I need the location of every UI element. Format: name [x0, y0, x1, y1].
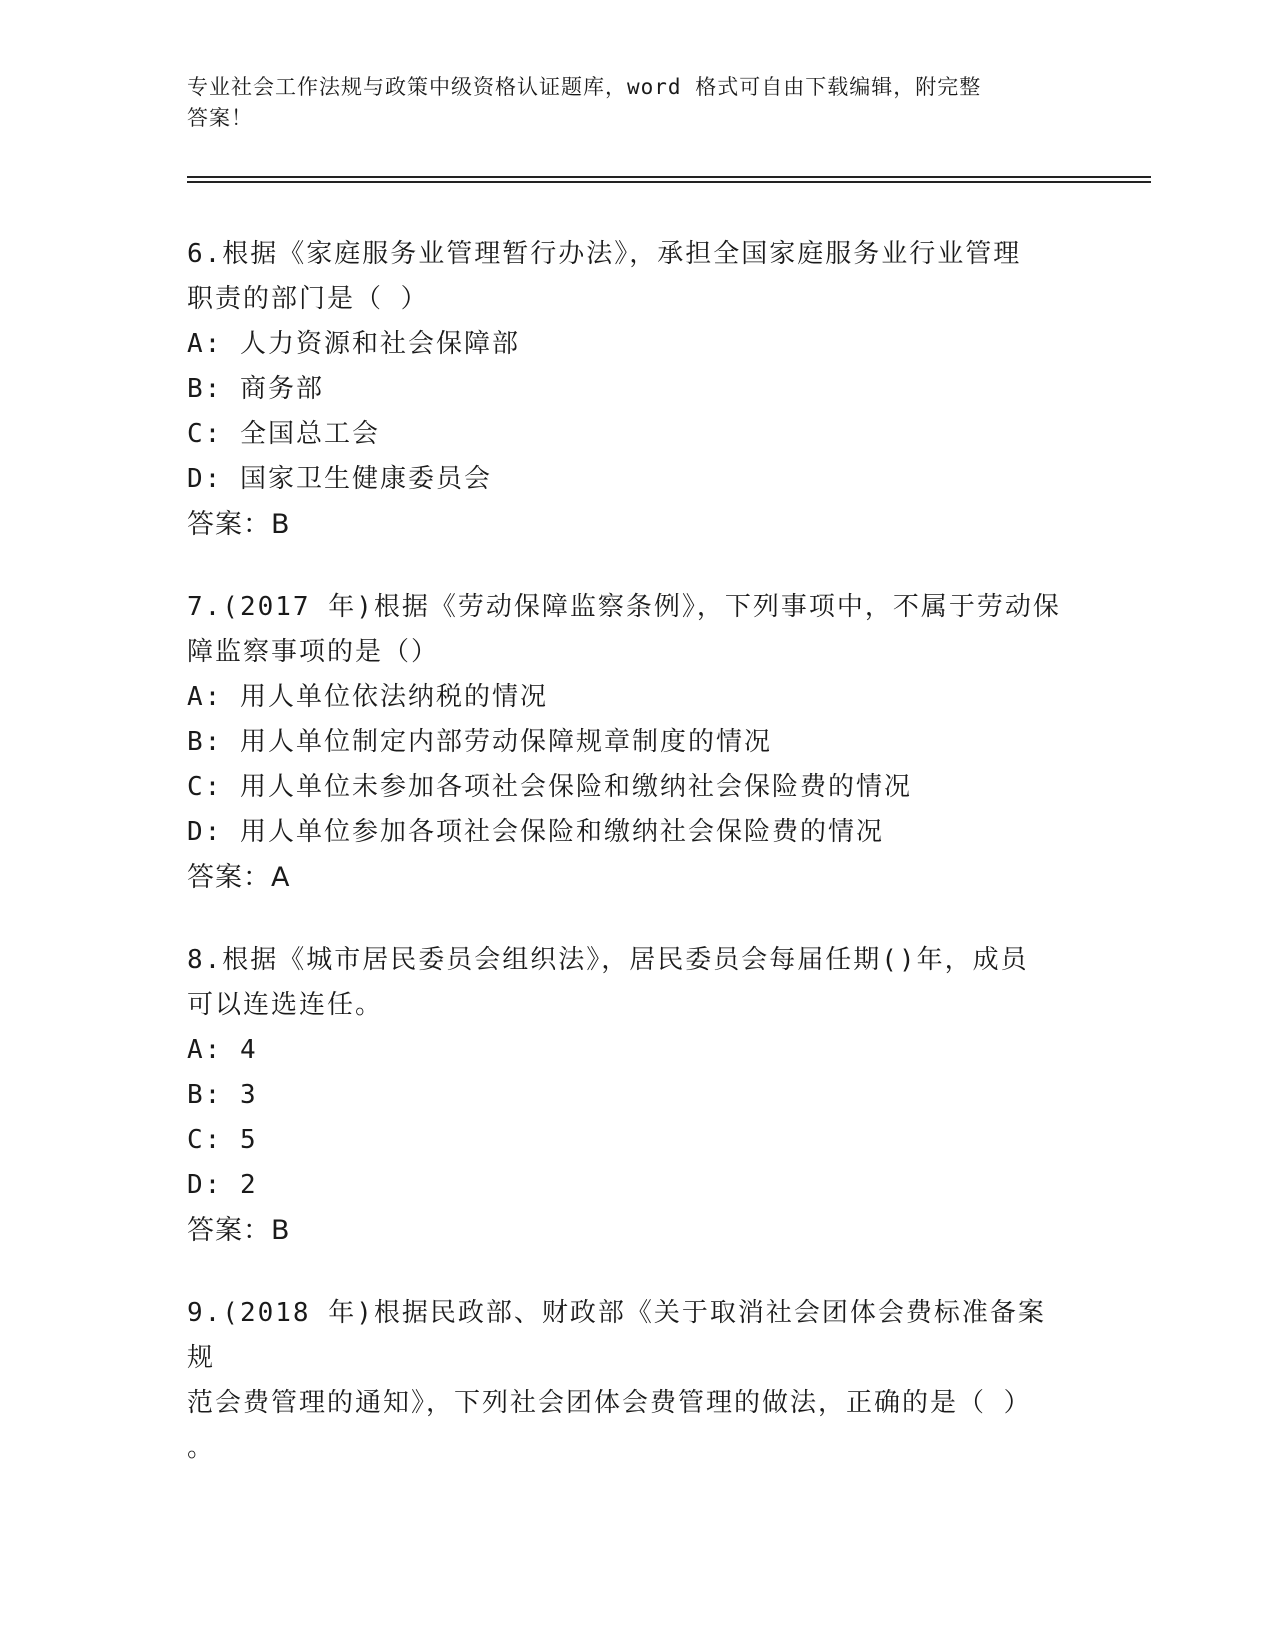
option-d: D: 用人单位参加各项社会保险和缴纳社会保险费的情况: [187, 817, 884, 847]
option-c: C: 5: [187, 1125, 258, 1155]
answer: 答案：A: [187, 862, 291, 893]
question-7: [187, 585, 1067, 901]
header-line-2: 答案！: [187, 106, 253, 130]
question-8: [187, 938, 1067, 1254]
question-stem: [187, 938, 1067, 1028]
option-b: B: 商务部: [187, 374, 324, 404]
option-c: C: 全国总工会: [187, 419, 380, 449]
option-b: B: 用人单位制定内部劳动保障规章制度的情况: [187, 727, 772, 757]
answer: 答案：B: [187, 509, 291, 540]
question-stem: [187, 232, 1067, 322]
question-stem-line-1: 9.(2018 年)根据民政部、财政部《关于取消社会团体会费标准备案规: [187, 1298, 1046, 1373]
question-stem-line-1: 7.(2017 年)根据《劳动保障监察条例》，下列事项中，不属于劳动保: [187, 592, 1061, 622]
option-a: A: 人力资源和社会保障部: [187, 329, 520, 359]
question-stem-line-2: 可以连选连任。: [187, 990, 384, 1020]
option-d: D: 国家卫生健康委员会: [187, 464, 492, 494]
document-header: [187, 72, 1067, 134]
header-line-1: 专业社会工作法规与政策中级资格认证题库，word 格式可自由下载编辑，附完整: [187, 75, 982, 99]
option-a: A: 4: [187, 1035, 258, 1065]
question-stem-line-2: 障监察事项的是（）: [187, 637, 440, 667]
option-c: C: 用人单位未参加各项社会保险和缴纳社会保险费的情况: [187, 772, 912, 802]
question-9: [187, 1291, 1067, 1471]
option-a: A: 用人单位依法纳税的情况: [187, 682, 548, 712]
question-stem-line-2: 职责的部门是（ ）: [187, 284, 429, 314]
question-6: [187, 232, 1067, 548]
option-d: D: 2: [187, 1170, 258, 1200]
question-list: [187, 232, 1067, 1508]
question-stem-trailing-mark: 。: [187, 1433, 214, 1463]
question-stem: [187, 585, 1067, 675]
answer: 答案：B: [187, 1215, 291, 1246]
question-stem-line-2: 范会费管理的通知》，下列社会团体会费管理的做法，正确的是（ ）: [187, 1388, 1032, 1418]
header-divider-bottom: [187, 181, 1151, 183]
question-stem-line-1: 8.根据《城市居民委员会组织法》，居民委员会每届任期()年，成员: [187, 945, 1029, 975]
question-stem-line-1: 6.根据《家庭服务业管理暂行办法》，承担全国家庭服务业行业管理: [187, 239, 1022, 269]
question-stem: [187, 1291, 1067, 1426]
option-b: B: 3: [187, 1080, 258, 1110]
header-divider-top: [187, 176, 1151, 178]
